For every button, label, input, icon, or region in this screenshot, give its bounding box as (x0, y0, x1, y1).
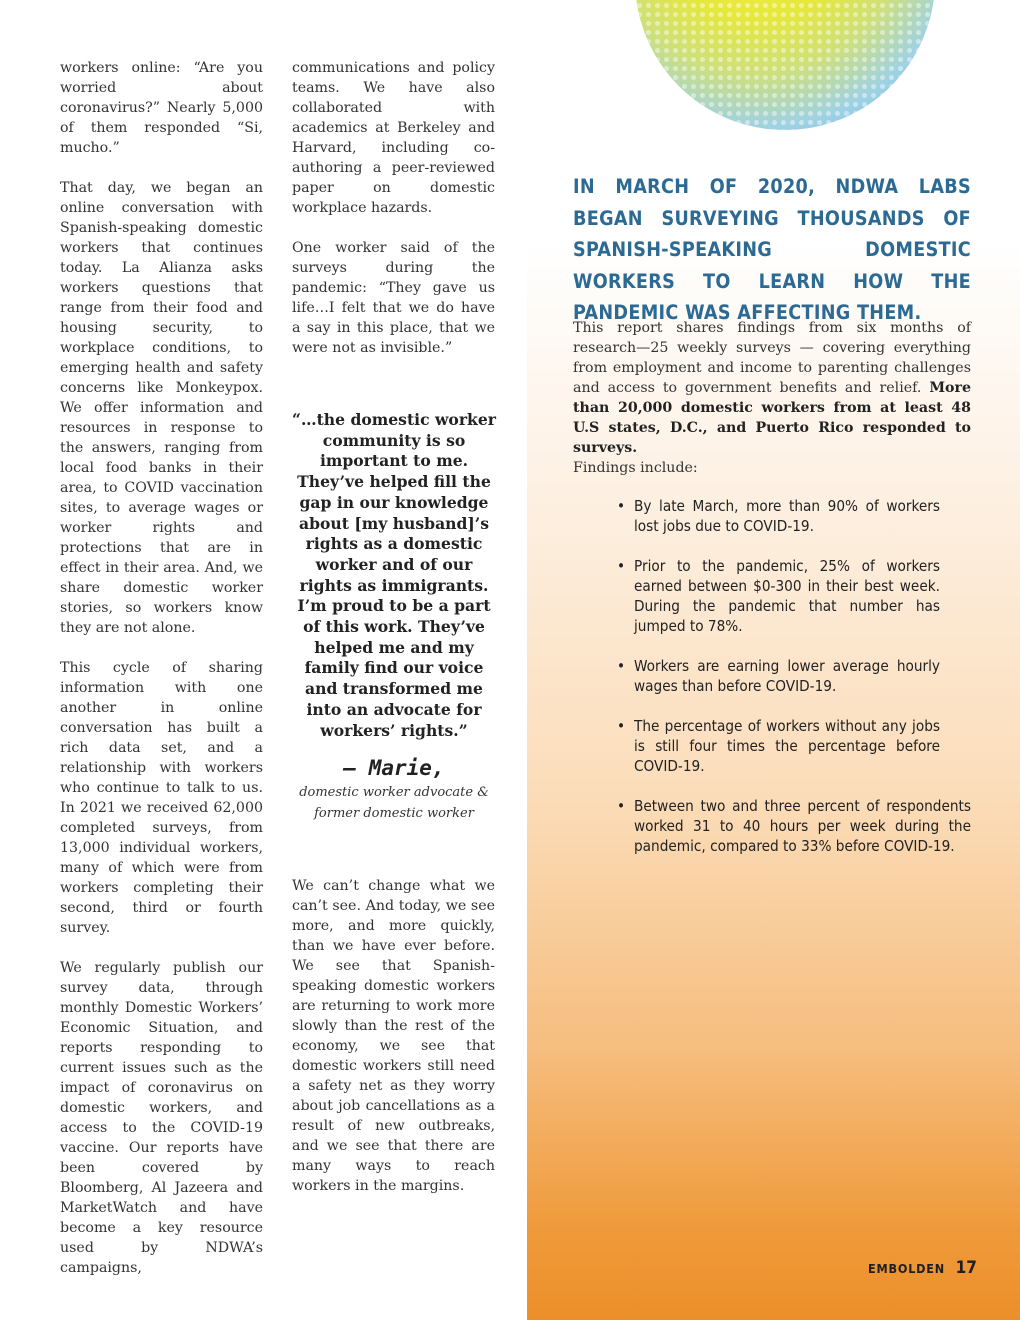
paragraph: communications and policy teams. We have also collaborated with academics at Berkeley and Harvard, including co-authoring a peer-reviewed paper on domestic workplace hazards. (292, 60, 495, 216)
publication-name: EMBOLDEN (868, 1261, 946, 1276)
paragraph: One worker said of the surveys during the pandemic: “They gave us life…I felt that we do have a say in this place, that we were not as invisible.” (292, 240, 495, 356)
finding-item (616, 496, 940, 536)
paragraph: This cycle of sharing information with one another in online conversation has built a rich data set, and a relationship with workers who continue to talk to us. In 2021 we received 62,000 completed surveys, from 13,000 individual workers, many of which were from workers completing their second, third or fourth survey. (60, 660, 263, 936)
page-number: 17 (955, 1258, 977, 1278)
sidebar-headline: IN MARCH OF 2020, NDWA LABS BEGAN SURVEYING THOUSANDS OF SPANISH-SPEAKING DOMESTIC WORKERS TO LEARN HOW THE PANDEMIC WAS AFFECTING THEM. (573, 175, 971, 324)
bullet-icon: • (617, 557, 626, 575)
paragraph: workers online: “Are you worried about coronavirus?” Nearly 5,000 of them responded “Si, mucho.” (60, 60, 263, 156)
finding-text: The percentage of workers without any jobs is still four times the percentage before COVID-19. (634, 717, 940, 775)
findings-list (616, 496, 971, 876)
pull-quote: “…the domestic worker community is so important to me. They’ve helped fill the gap in our knowledge about [my husband]’s rights as a domestic worker and of our rights as immigrants. I’m proud to be a part of this work. They’ve helped me and my family find our voice and transformed me into an advocate for workers’ rights.” (292, 410, 496, 740)
finding-text: Between two and three percent of respondents worked 31 to 40 hours per week during the pandemic, compared to 33% before COVID-19. (634, 797, 971, 855)
finding-item (616, 656, 940, 696)
body-column-middle-top (292, 58, 495, 378)
finding-item (616, 716, 940, 776)
intro-text: This report shares findings from six months of research—25 weekly surveys — covering everything from employment and income to parenting challenges and access to government benefits and relief. (573, 320, 971, 396)
finding-item (616, 796, 971, 856)
quote-author: – Marie, (343, 756, 445, 780)
body-column-left (60, 58, 263, 1298)
finding-text: By late March, more than 90% of workers lost jobs due to COVID-19. (634, 497, 940, 535)
findings-label: Findings include: (573, 460, 698, 476)
finding-item (616, 556, 940, 636)
paragraph: We can’t change what we can’t see. And today, we see more, and more quickly, than we have ever before. We see that Spanish-speaking domestic workers are returning to work more slowly than the rest of the economy, we see that domestic workers still need a safety net as they worry about job cancellations as a result of new outbreaks, and we see that there are many ways to reach workers in the margins. (292, 878, 495, 1194)
sidebar-intro (573, 318, 971, 458)
bullet-icon: • (617, 797, 626, 815)
finding-text: Prior to the pandemic, 25% of workers earned between $0-300 in their best week. During the pandemic that number has jumped to 78%. (634, 557, 940, 635)
intro-bold-text: More than 20,000 domestic workers from at least 48 U.S states, D.C., and Puerto Rico responded to surveys. (573, 380, 971, 456)
page-footer (868, 1258, 977, 1278)
decorative-circle-graphic (635, 0, 935, 130)
paragraph: That day, we began an online conversation with Spanish-speaking domestic workers that continues today. La Alianza asks workers questions that range from their food and housing security, to workplace conditions, to emerging health and safety concerns like Monkeypox. We offer information and resources in response to the answers, ranging from local food banks in their area, to COVID vaccination sites, to average wages or worker rights and protections that are in effect in their area. And, we share domestic worker stories, so workers know they are not alone. (60, 180, 263, 636)
body-column-middle-bottom (292, 876, 495, 1216)
bullet-icon: • (617, 657, 626, 675)
paragraph: We regularly publish our survey data, through monthly Domestic Workers’ Economic Situation, and reports responding to current issues such as the impact of coronavirus on domestic workers, and access to the COVID-19 vaccine. Our reports have been covered by Bloomberg, Al Jazeera and MarketWatch and have become a key resource used by NDWA’s campaigns, (60, 960, 263, 1276)
quote-author-role: domestic worker advocate & former domestic worker (299, 785, 489, 821)
finding-text: Workers are earning lower average hourly wages than before COVID-19. (634, 657, 940, 695)
bullet-icon: • (617, 717, 626, 735)
bullet-icon: • (617, 497, 626, 515)
